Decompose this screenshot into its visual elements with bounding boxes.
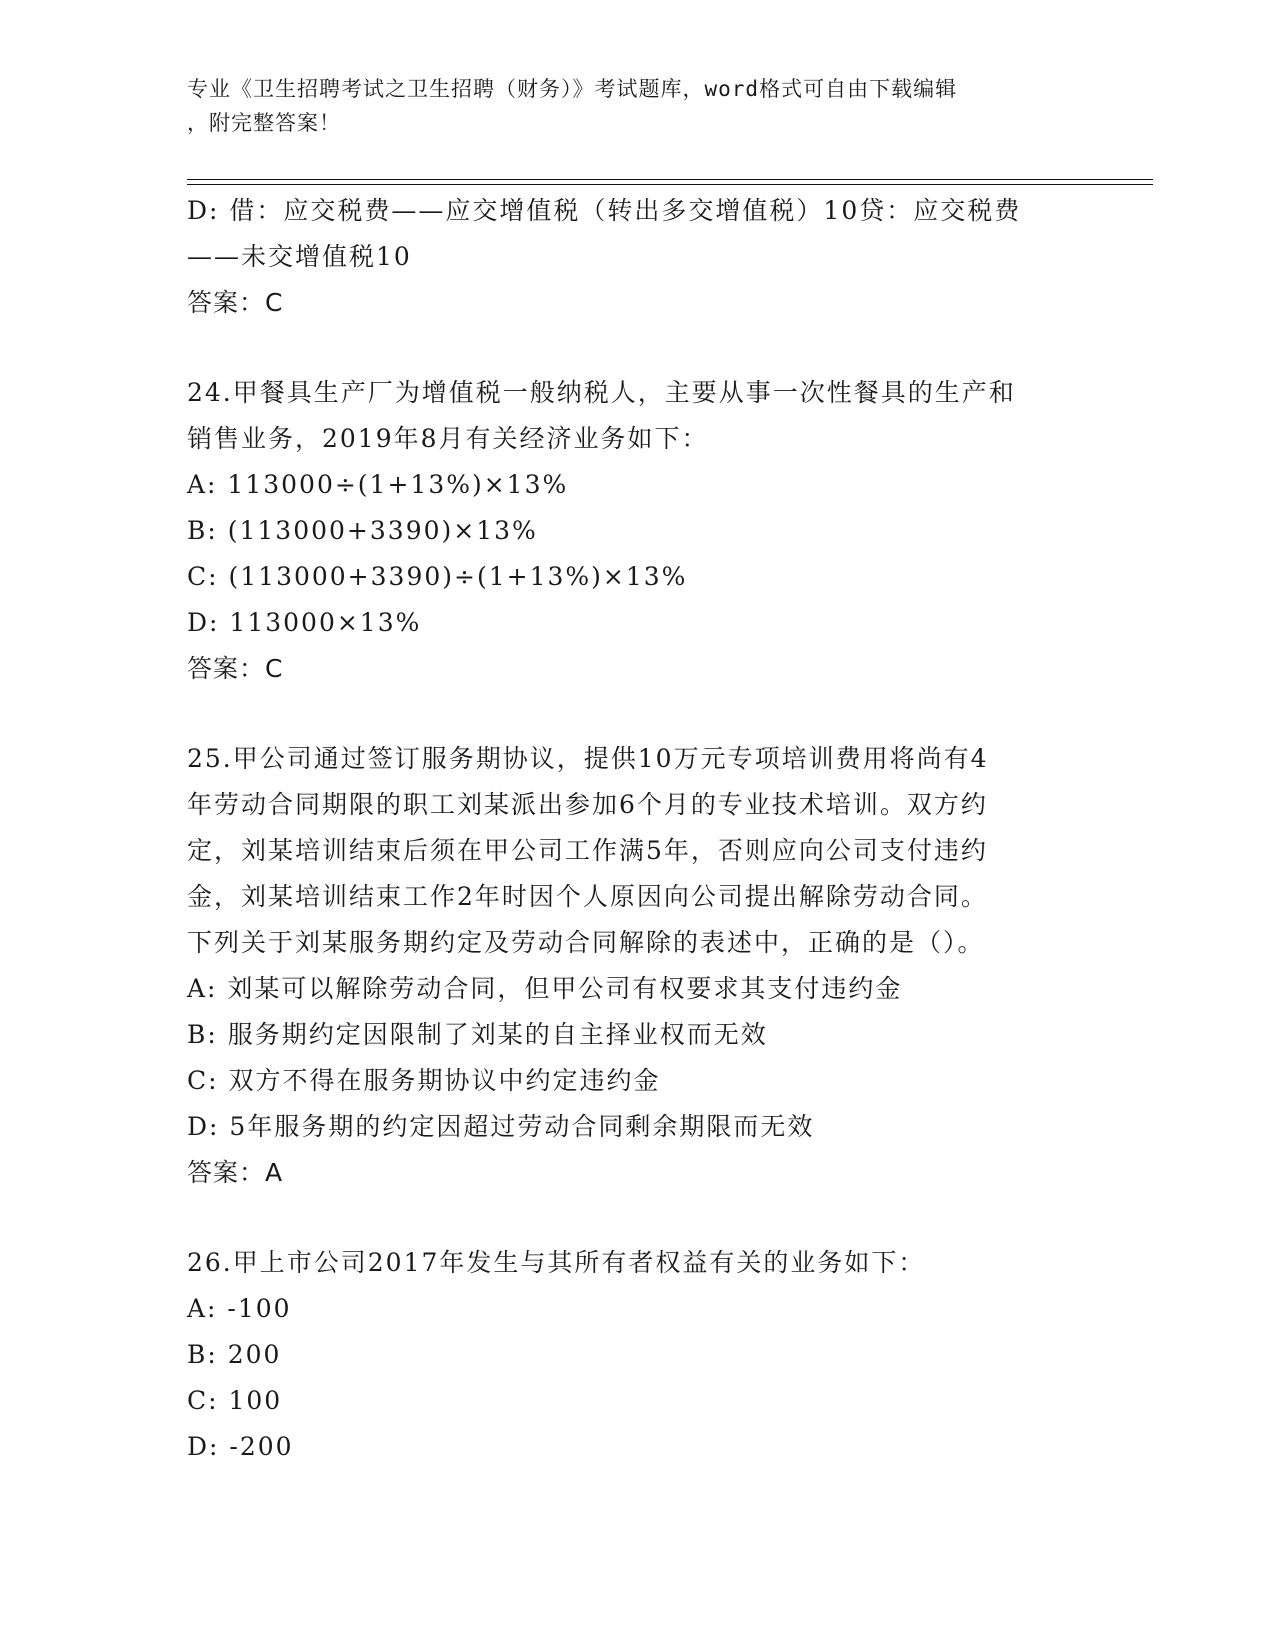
question-stem: 金，刘某培训结束工作2年时因个人原因向公司提出解除劳动合同。 (187, 882, 988, 911)
option-c: C: 100 (187, 1386, 283, 1415)
question-carry-over (187, 188, 1087, 326)
answer-line: 答案：C (187, 654, 284, 683)
option-d: D: -200 (187, 1432, 294, 1461)
header-divider-top (187, 179, 1153, 180)
question-stem: 年劳动合同期限的职工刘某派出参加6个月的专业技术培训。双方约 (187, 790, 988, 819)
spacer (187, 692, 1087, 736)
option-c: C: 双方不得在服务期协议中约定违约金 (187, 1066, 661, 1095)
option-d: D: 113000×13% (187, 608, 422, 637)
spacer (187, 326, 1087, 370)
option-c: C: (113000+3390)÷(1+13%)×13% (187, 562, 688, 591)
question-stem: 26.甲上市公司2017年发生与其所有者权益有关的业务如下： (187, 1248, 926, 1277)
answer-line: 答案：C (187, 288, 284, 317)
option-d: D: 借：应交税费——应交增值税（转出多交增值税）10贷：应交税费 (187, 196, 1022, 225)
question-stem: 销售业务，2019年8月有关经济业务如下： (187, 424, 709, 453)
option-d-continued: ——未交增值税10 (187, 242, 412, 271)
header-line: ，附完整答案！ (187, 111, 341, 135)
question-25 (187, 736, 1087, 1196)
header-divider-bottom (187, 184, 1153, 185)
option-a: A: -100 (187, 1294, 292, 1323)
question-stem: 24.甲餐具生产厂为增值税一般纳税人，主要从事一次性餐具的生产和 (187, 378, 1016, 407)
question-stem: 25.甲公司通过签订服务期协议，提供10万元专项培训费用将尚有4 (187, 744, 989, 773)
header-line: 专业《卫生招聘考试之卫生招聘（财务）》考试题库，word格式可自由下载编辑 (187, 77, 958, 101)
option-b: B: 200 (187, 1340, 282, 1369)
answer-line: 答案：A (187, 1158, 284, 1187)
option-a: A: 刘某可以解除劳动合同，但甲公司有权要求其支付违约金 (187, 974, 903, 1003)
spacer (187, 1196, 1087, 1240)
document-header (187, 72, 1087, 140)
option-b: B: 服务期约定因限制了刘某的自主择业权而无效 (187, 1020, 768, 1049)
option-d: D: 5年服务期的约定因超过劳动合同剩余期限而无效 (187, 1112, 815, 1141)
question-stem: 定，刘某培训结束后须在甲公司工作满5年，否则应向公司支付违约 (187, 836, 988, 865)
option-b: B: (113000+3390)×13% (187, 516, 538, 545)
question-stem: 下列关于刘某服务期约定及劳动合同解除的表述中，正确的是（）。 (187, 928, 985, 957)
question-26 (187, 1240, 1087, 1470)
question-24 (187, 370, 1087, 692)
option-a: A: 113000÷(1+13%)×13% (187, 470, 569, 499)
question-list (187, 188, 1087, 1470)
